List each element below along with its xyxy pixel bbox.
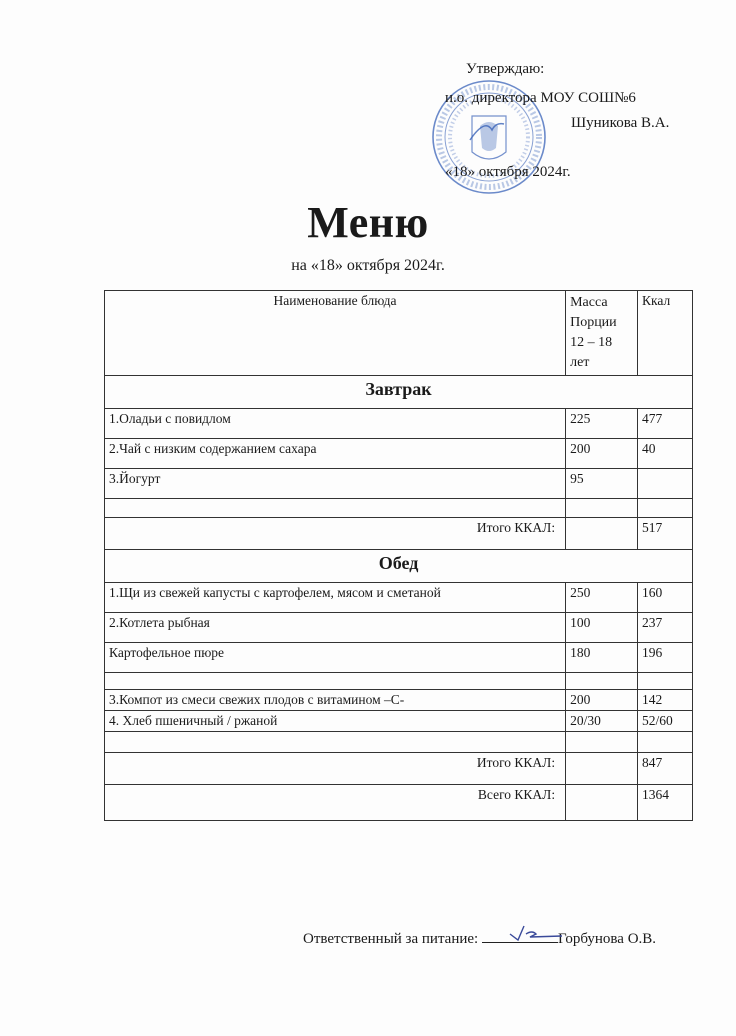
empty-row [105,499,693,518]
table-row [105,613,693,643]
table-header-row [105,291,693,376]
signature-line [482,928,558,943]
empty-cell [566,753,638,785]
dish-kcal: 196 [638,643,693,673]
table-row [105,409,693,439]
header-mass-line: Порции [570,315,617,330]
table-row [105,643,693,673]
approval-heading: Утверждаю: [466,61,545,77]
grand-total-label: Всего ККАЛ: [105,785,566,821]
dish-kcal: 52/60 [638,711,693,732]
handwritten-signature [490,922,562,944]
empty-row [105,673,693,690]
responsible-signature-line [303,928,656,948]
dish-kcal: 237 [638,613,693,643]
header-mass-line: 12 – 18 [570,335,613,350]
section-title: Обед [105,550,693,583]
dish-kcal: 160 [638,583,693,613]
empty-cell [566,673,638,690]
responsible-name: Горбунова О.В. [557,931,657,947]
dish-name: 2.Чай с низким содержанием сахара [105,439,566,469]
empty-cell [638,673,693,690]
header-mass-line: лет [570,355,590,370]
dish-name: 4. Хлеб пшеничный / ржаной [105,711,566,732]
responsible-label: Ответственный за питание: [303,931,479,947]
dish-mass: 250 [566,583,638,613]
section-breakfast [105,376,693,409]
dish-mass: 180 [566,643,638,673]
total-label: Итого ККАЛ: [105,518,566,550]
header-kcal: Ккал [638,291,693,376]
empty-cell [105,732,566,753]
empty-cell [105,499,566,518]
table-row [105,439,693,469]
dish-kcal [638,469,693,499]
table-row [105,711,693,732]
dish-mass: 200 [566,690,638,711]
dish-kcal: 142 [638,690,693,711]
approval-name: Шуникова В.А. [571,115,670,131]
empty-cell [638,732,693,753]
section-title: Завтрак [105,376,693,409]
table-row [105,690,693,711]
dish-mass: 100 [566,613,638,643]
approval-position: и.о. директора МОУ СОШ№6 [445,90,636,106]
page-subtitle: на «18» октября 2024г. [291,257,445,274]
empty-cell [105,673,566,690]
table-row [105,469,693,499]
grand-total-row [105,785,693,821]
dish-name: 1.Щи из свежей капусты с картофелем, мясом и сметаной [105,583,566,613]
approval-date: «18» октября 2024г. [445,164,571,180]
empty-cell [566,518,638,550]
dish-name: 2.Котлета рыбная [105,613,566,643]
total-value: 517 [638,518,693,550]
section-lunch [105,550,693,583]
dish-mass: 225 [566,409,638,439]
empty-row [105,732,693,753]
dish-mass: 95 [566,469,638,499]
menu-table [104,290,693,821]
dish-name: 1.Оладьи с повидлом [105,409,566,439]
table-row [105,583,693,613]
dish-mass: 200 [566,439,638,469]
header-dish-name: Наименование блюда [105,291,566,376]
empty-cell [638,499,693,518]
dish-name: 3.Йогурт [105,469,566,499]
total-value: 847 [638,753,693,785]
dish-name: 3.Компот из смеси свежих плодов с витамином –С- [105,690,566,711]
empty-cell [566,499,638,518]
empty-cell [566,785,638,821]
dish-kcal: 40 [638,439,693,469]
dish-mass: 20/30 [566,711,638,732]
lunch-total-row [105,753,693,785]
empty-cell [566,732,638,753]
header-portion-mass [566,291,638,376]
dish-name: Картофельное пюре [105,643,566,673]
grand-total-value: 1364 [638,785,693,821]
dish-kcal: 477 [638,409,693,439]
total-label: Итого ККАЛ: [105,753,566,785]
header-mass-line: Масса [570,295,608,310]
page-title: Меню [307,198,429,247]
breakfast-total-row [105,518,693,550]
